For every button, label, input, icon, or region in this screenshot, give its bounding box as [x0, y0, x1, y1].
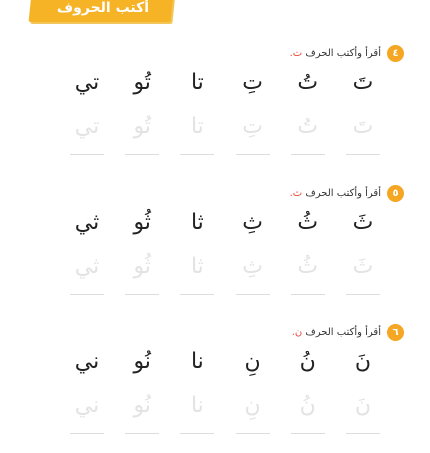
writing-lines	[70, 290, 380, 298]
letters-row	[70, 349, 380, 383]
exercise-instruction	[290, 184, 404, 202]
trace-letter[interactable]: تُو	[133, 114, 151, 139]
instruction-prefix: أقرأ وأكتب الحرف	[305, 47, 381, 59]
letter-form: ثا	[190, 210, 204, 235]
section-banner-title: أكتب الحروف	[56, 0, 150, 16]
writing-line[interactable]	[236, 433, 270, 437]
exercise-number-badge: ٤	[387, 45, 404, 62]
exercise-number-badge: ٦	[387, 324, 404, 341]
trace-letter[interactable]: ثُو	[133, 254, 151, 279]
instruction-letter: ث.	[289, 187, 303, 199]
trace-letter[interactable]: تِ	[242, 114, 263, 139]
writing-line[interactable]	[346, 294, 380, 298]
writing-line[interactable]	[291, 433, 325, 437]
trace-letter[interactable]: ثُ	[297, 254, 319, 279]
exercise-block	[0, 323, 430, 453]
trace-row	[70, 252, 380, 282]
letter-form: ثَ	[352, 210, 374, 235]
trace-letter[interactable]: ثَ	[352, 254, 374, 279]
letter-form: ني	[74, 349, 100, 374]
letter-form: نَ	[354, 349, 372, 374]
letter-form: ثُو	[133, 210, 151, 235]
writing-line[interactable]	[346, 433, 380, 437]
exercise-number-badge: ٥	[387, 185, 404, 202]
letter-form: ثي	[74, 210, 100, 235]
letters-row	[70, 70, 380, 104]
letter-form: تَ	[352, 70, 374, 95]
writing-line[interactable]	[236, 154, 270, 158]
letter-form: نُ	[299, 349, 316, 374]
trace-letter[interactable]: ثي	[74, 254, 100, 279]
trace-letter[interactable]: ني	[74, 393, 100, 418]
writing-line[interactable]	[125, 433, 159, 437]
trace-letter[interactable]: نا	[190, 393, 204, 418]
writing-line[interactable]	[180, 433, 214, 437]
exercise-instruction	[290, 44, 404, 62]
letter-form: نُو	[133, 349, 151, 374]
exercise-block	[0, 184, 430, 314]
writing-line[interactable]	[346, 154, 380, 158]
writing-line[interactable]	[70, 294, 104, 298]
letter-form: تِ	[242, 70, 263, 95]
writing-line[interactable]	[70, 433, 104, 437]
letter-form: تُ	[297, 70, 319, 95]
trace-letter[interactable]: ثِ	[242, 254, 263, 279]
trace-letter[interactable]: تي	[74, 114, 100, 139]
writing-line[interactable]	[125, 294, 159, 298]
letter-form: نا	[190, 349, 204, 374]
trace-letter[interactable]: ثا	[190, 254, 204, 279]
instruction-letter: ن.	[291, 326, 303, 338]
letter-form: ثُ	[297, 210, 319, 235]
instruction-prefix: أقرأ وأكتب الحرف	[305, 187, 381, 199]
writing-line[interactable]	[180, 294, 214, 298]
trace-letter[interactable]: نُو	[133, 393, 151, 418]
letter-form: تُو	[133, 70, 151, 95]
trace-letter[interactable]: تا	[190, 114, 204, 139]
exercise-block	[0, 44, 430, 174]
letter-form: تا	[190, 70, 204, 95]
writing-line[interactable]	[236, 294, 270, 298]
trace-letter[interactable]: تُ	[297, 114, 319, 139]
instruction-text	[290, 188, 381, 199]
trace-letter[interactable]: نِ	[244, 393, 261, 418]
writing-line[interactable]	[70, 154, 104, 158]
writing-lines	[70, 150, 380, 158]
trace-letter[interactable]: تَ	[352, 114, 374, 139]
trace-letter[interactable]: نُ	[299, 393, 316, 418]
writing-line[interactable]	[291, 294, 325, 298]
letter-form: نِ	[244, 349, 261, 374]
instruction-prefix: أقرأ وأكتب الحرف	[305, 326, 381, 338]
exercise-instruction	[292, 323, 404, 341]
trace-letter[interactable]: نَ	[354, 393, 372, 418]
trace-row	[70, 112, 380, 142]
writing-line[interactable]	[291, 154, 325, 158]
writing-line[interactable]	[180, 154, 214, 158]
letter-form: ثِ	[242, 210, 263, 235]
instruction-text	[292, 327, 381, 338]
writing-line[interactable]	[125, 154, 159, 158]
instruction-text	[290, 48, 381, 59]
letters-row	[70, 210, 380, 244]
trace-row	[70, 391, 380, 421]
instruction-letter: ت.	[289, 47, 303, 59]
letter-form: تي	[74, 70, 100, 95]
writing-lines	[70, 429, 380, 437]
